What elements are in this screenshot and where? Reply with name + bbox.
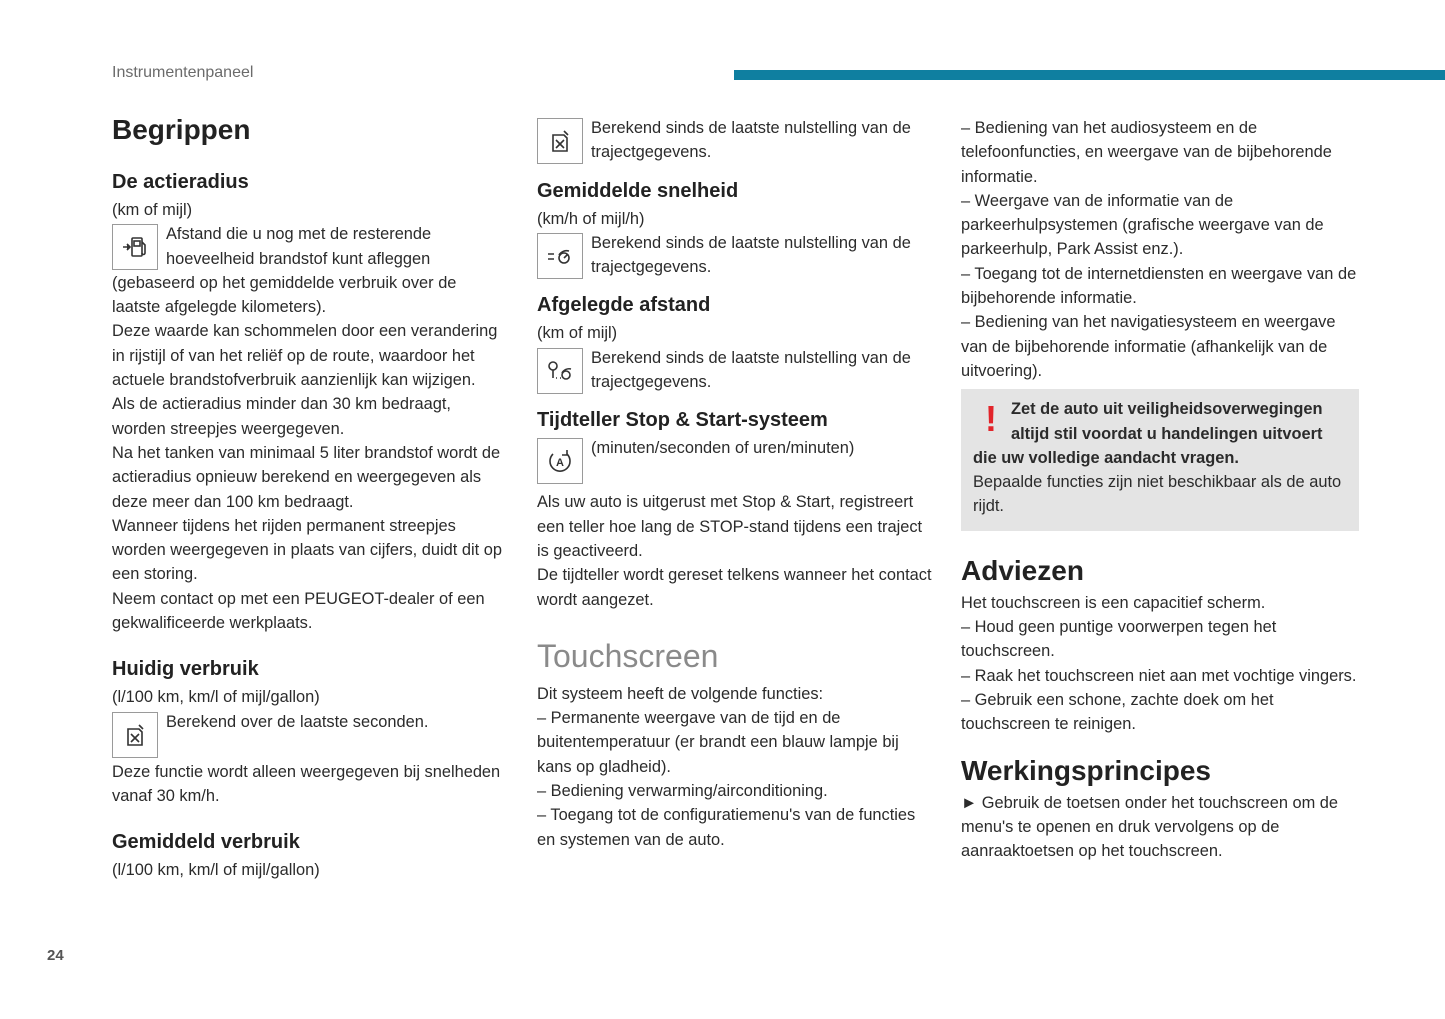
para-actieradius-3: Na het tanken van minimaal 5 liter brandstof wordt de actieradius opnieuw berekend en weergegeven als deze meer dan 100 km bedraagt. [112, 443, 501, 511]
column-left [112, 110, 507, 883]
text-huidig-verbruik: Berekend over de laatste seconden. [166, 712, 429, 731]
page-number: 24 [47, 947, 64, 964]
heading-werkingsprincipes: Werkingsprincipes [961, 754, 1212, 786]
para-actieradius-2: Als de actieradius minder dan 30 km bedraagt, worden streepjes weergegeven. [112, 395, 451, 438]
para-huidig-verbruik: Deze functie wordt alleen weergegeven bij snelheden vanaf 30 km/h. [112, 762, 501, 805]
svg-text:A: A [556, 457, 564, 470]
list-item: – Toegang tot de internetdiensten en weergave van de bijbehorende informatie. [961, 264, 1357, 308]
column-right [961, 116, 1359, 863]
unit-actieradius: (km of mijl) [112, 201, 193, 219]
heading-gemiddelde-snelheid: Gemiddelde snelheid [537, 179, 739, 202]
heading-adviezen: Adviezen [961, 554, 1084, 586]
list-item: – Toegang tot de configuratiemenu's van de functies en systemen van de auto. [537, 806, 916, 849]
para-tijdteller-2: De tijdteller wordt gereset telkens wanneer het contact wordt aangezet. [537, 566, 932, 609]
list-item: – Gebruik een schone, zachte doek om het touchscreen te reinigen. [961, 690, 1274, 734]
heading-gemiddeld-verbruik: Gemiddeld verbruik [112, 831, 300, 854]
text-afgelegde-afstand: Berekend sinds de laatste nulstelling van de trajectgegevens. [591, 348, 911, 392]
warning-box [961, 389, 1359, 530]
fuel-range-icon [112, 224, 158, 270]
column-middle [537, 116, 937, 852]
list-item: – Bediening verwarming/airconditioning. [537, 782, 828, 801]
header-accent-bar [734, 70, 1445, 80]
list-item: – Permanente weergave van de tijd en de buitentemperatuur (er brandt een blauw lampje bij kans op gladheid). [537, 709, 899, 776]
unit-gemiddeld-verbruik: (l/100 km, km/l of mijl/gallon) [112, 861, 320, 880]
heading-actieradius: De actieradius [112, 171, 249, 193]
para-actieradius-4: Wanneer tijdens het rijden permanent streepjes worden weergegeven in plaats van cijfers, duidt dit op een storing. [112, 516, 502, 584]
unit-tijdteller: (minuten/seconden of uren/minuten) [591, 439, 855, 458]
text-actieradius-2: (gebaseerd op het gemiddelde verbruik over de laatste afgelegde kilometers). [112, 273, 457, 317]
distance-travelled-icon [537, 348, 583, 394]
text-gemiddelde-snelheid: Berekend sinds de laatste nulstelling van de trajectgegevens. [591, 233, 911, 277]
para-actieradius-1: Deze waarde kan schommelen door een verandering in rijstijl of van het reliëf op de route, waardoor het actuele brandstofverbruik aanzienlijk kan wijzigen. [112, 322, 498, 390]
warning-text: Bepaalde functies zijn niet beschikbaar als de auto rijdt. [973, 473, 1342, 516]
heading-tijdteller: Tijdteller Stop & Start-systeem [537, 409, 828, 432]
heading-huidig-verbruik: Huidig verbruik [112, 658, 259, 681]
list-item: – Bediening van het navigatiesysteem en weergave van de bijbehorende informatie (afhankelijk van de uitvoering). [961, 313, 1336, 380]
heading-touchscreen: Touchscreen [537, 637, 719, 674]
warning-title: Zet de auto uit veiligheidsoverwegingen altijd stil voordat u handelingen uitvoert die uw volledige aandacht vragen. [973, 400, 1323, 467]
warning-icon: ! [985, 398, 997, 440]
list-item: – Weergave van de informatie van de parkeerhulpsystemen (grafische weergave van de parkeerhulp, Park Assist enz.). [961, 191, 1324, 259]
unit-gemiddelde-snelheid: (km/h of mijl/h) [537, 209, 645, 228]
fuel-consumption-icon [112, 712, 158, 758]
list-item: – Raak het touchscreen niet aan met vochtige vingers. [961, 666, 1357, 685]
average-speed-icon [537, 233, 583, 279]
list-item: – Bediening van het audiosysteem en de telefoonfuncties, en weergave van de bijbehorende informatie. [961, 119, 1332, 186]
section-title: Instrumentenpaneel [112, 64, 254, 81]
list-item: – Houd geen puntige voorwerpen tegen het touchscreen. [961, 618, 1277, 661]
touchscreen-intro: Dit systeem heeft de volgende functies: [537, 684, 824, 703]
fuel-consumption-icon [537, 118, 583, 164]
para-actieradius-5: Neem contact op met een PEUGEOT-dealer of een gekwalificeerde werkplaats. [112, 589, 485, 633]
text-gemiddeld-verbruik: Berekend sinds de laatste nulstelling van de trajectgegevens. [591, 119, 911, 162]
unit-afgelegde-afstand: (km of mijl) [537, 324, 618, 343]
text-actieradius-1: Afstand die u nog met de resterende hoeveelheid brandstof kunt afleggen [166, 225, 432, 268]
title-begrippen: Begrippen [112, 114, 251, 145]
werking-text: ► Gebruik de toetsen onder het touchscreen om de menu's te openen en druk vervolgens op de aanraaktoetsen op het touchscreen. [961, 793, 1339, 861]
para-tijdteller-1: Als uw auto is uitgerust met Stop & Start, registreert een teller hoe lang de STOP-stand tijdens een traject is geactiveerd. [537, 493, 923, 560]
unit-huidig-verbruik: (l/100 km, km/l of mijl/gallon) [112, 688, 320, 707]
heading-afgelegde-afstand: Afgelegde afstand [537, 294, 711, 317]
stop-start-icon [537, 438, 583, 484]
adviezen-intro: Het touchscreen is een capacitief scherm. [961, 593, 1266, 612]
